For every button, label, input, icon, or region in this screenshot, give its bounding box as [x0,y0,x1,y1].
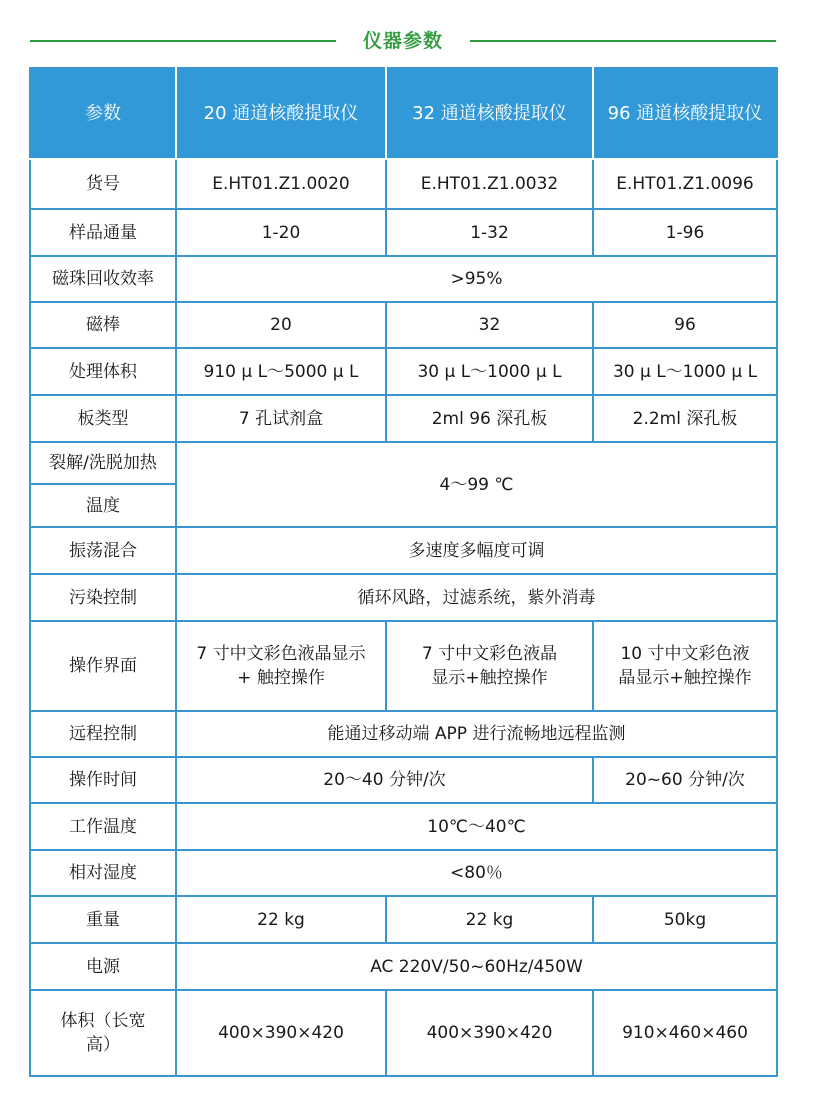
table-row [30,348,777,395]
table-row [30,209,777,256]
header-col-96: 96 通道核酸提取仪 [593,68,777,159]
cell-line: 7 寸中文彩色液晶 [421,644,558,664]
cell-merged: 10℃～40℃ [176,803,777,850]
cell: 1-20 [176,209,386,256]
row-label: 重量 [30,896,176,943]
cell: 400×390×420 [386,990,593,1076]
cell: 910 μ L～5000 μ L [176,348,386,395]
row-label: 货号 [30,159,176,209]
cell-merged: <80％ [176,850,777,896]
cell-merged: 20～40 分钟/次 [176,757,593,803]
cell: E.HT01.Z1.0020 [176,159,386,209]
header-col-20: 20 通道核酸提取仪 [176,68,386,159]
table-row [30,302,777,348]
row-label: 相对湿度 [30,850,176,896]
table-row [30,850,777,896]
row-label: 磁珠回收效率 [30,256,176,302]
row-label: 磁棒 [30,302,176,348]
row-label: 工作温度 [30,803,176,850]
cell: 7 孔试剂盒 [176,395,386,442]
row-label-line2: 温度 [30,484,176,527]
section-title-bar [30,22,776,58]
row-label: 电源 [30,943,176,990]
table-row [30,574,777,621]
cell: 20~60 分钟/次 [593,757,777,803]
cell: 22 kg [176,896,386,943]
title-divider-right [470,40,776,42]
spec-table [29,67,778,1077]
cell-merged: 循环风路，过滤系统，紫外消毒 [176,574,777,621]
cell: 2ml 96 深孔板 [386,395,593,442]
cell-merged: 能通过移动端 APP 进行流畅地远程监测 [176,711,777,757]
table-row [30,803,777,850]
cell-merged: AC 220V/50~60Hz/450W [176,943,777,990]
cell: E.HT01.Z1.0032 [386,159,593,209]
cell: 20 [176,302,386,348]
cell-line: 7 寸中文彩色液晶显示 [196,644,366,664]
cell [386,621,593,711]
title-divider-left [30,40,336,42]
table-row [30,442,777,484]
row-label: 样品通量 [30,209,176,256]
cell [593,621,777,711]
cell: 50kg [593,896,777,943]
row-label: 操作界面 [30,621,176,711]
table-row [30,256,777,302]
cell-merged: 4～99 ℃ [176,442,777,527]
cell-line: 晶显示+触控操作 [618,668,752,688]
table-row [30,527,777,574]
header-col-32: 32 通道核酸提取仪 [386,68,593,159]
row-label: 远程控制 [30,711,176,757]
row-label: 污染控制 [30,574,176,621]
table-row [30,896,777,943]
cell-line: + 触控操作 [237,668,325,688]
cell: 96 [593,302,777,348]
table-row [30,757,777,803]
cell: 2.2ml 深孔板 [593,395,777,442]
row-label-line2: 高） [86,1035,120,1055]
row-label-line1: 体积（长宽 [60,1011,146,1031]
cell: 22 kg [386,896,593,943]
cell [176,621,386,711]
table-header-row [30,68,777,159]
row-label: 处理体积 [30,348,176,395]
cell-line: 10 寸中文彩色液 [620,644,750,664]
cell-merged: >95% [176,256,777,302]
cell: E.HT01.Z1.0096 [593,159,777,209]
cell: 400×390×420 [176,990,386,1076]
cell: 30 μ L～1000 μ L [593,348,777,395]
cell: 1-32 [386,209,593,256]
table-row [30,943,777,990]
section-title: 仪器参数 [362,30,443,52]
row-label: 操作时间 [30,757,176,803]
row-label [30,990,176,1076]
row-label-line1: 裂解/洗脱加热 [30,442,176,484]
cell: 30 μ L～1000 μ L [386,348,593,395]
row-label: 振荡混合 [30,527,176,574]
table-row [30,711,777,757]
header-param: 参数 [30,68,176,159]
table-row [30,621,777,711]
cell-line: 显示+触控操作 [431,668,548,688]
cell: 910×460×460 [593,990,777,1076]
table-row [30,990,777,1076]
table-row [30,395,777,442]
row-label: 板类型 [30,395,176,442]
cell: 32 [386,302,593,348]
cell: 1-96 [593,209,777,256]
cell-merged: 多速度多幅度可调 [176,527,777,574]
table-row [30,159,777,209]
